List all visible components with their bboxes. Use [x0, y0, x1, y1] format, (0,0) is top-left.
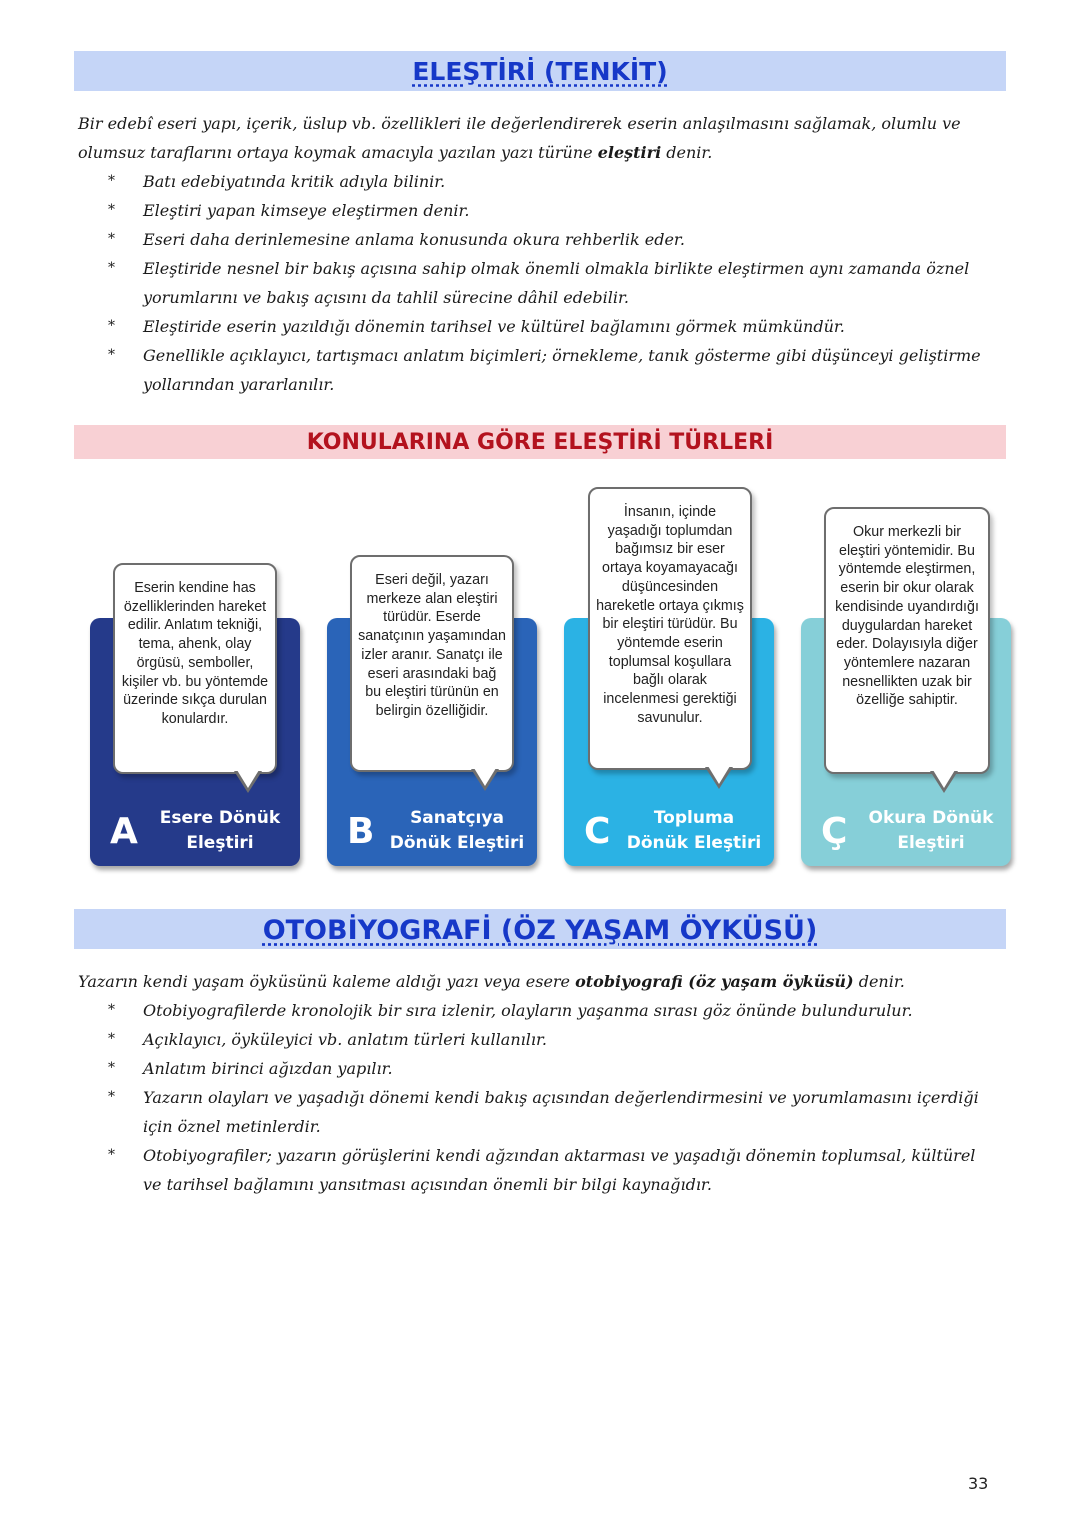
list-item: * Otobiyografilerde kronolojik bir sıra izlenir, olayların yaşanma sırası göz önünde bulundurulur. — [108, 996, 993, 1025]
keyword-elestiri: eleştiri — [597, 143, 662, 162]
bullet-star-icon: * — [108, 318, 115, 334]
section-title-elestiri — [74, 51, 1006, 91]
section-title-text: ELEŞTİRİ (TENKİT) — [412, 57, 668, 86]
otobiyografi-definition: Yazarın kendi yaşam öyküsünü kaleme aldığı yazı veya esere otobiyografi (öz yaşam öyküsü) denir. — [78, 972, 905, 991]
bubble-tail — [930, 771, 958, 793]
card-description-bubble: Eseri değil, yazarı merkeze alan eleştiri türüdür. Eserde sanatçının yaşamından izler aranır. Sanatçı ile eseri arasındaki bağ bu eleştiri türünün en belirgin özelliğidir. — [350, 555, 514, 772]
section-title-text: KONULARINA GÖRE ELEŞTİRİ TÜRLERİ — [306, 430, 774, 455]
card-label: Sanatçıya Dönük Eleştiri — [389, 808, 525, 853]
bubble-tail — [234, 771, 262, 793]
section-title-otobiyografi — [74, 909, 1006, 949]
card-label: Okura Dönük Eleştiri — [868, 808, 994, 853]
card-description-bubble: Eserin kendine has özelliklerinden hareket edilir. Anlatım tekniği, tema, ahenk, olay örgüsü, semboller, kişiler vb. bu yöntemde üzerinde sıkça durulan konulardır. — [113, 563, 277, 774]
bullet-star-icon: * — [108, 347, 115, 363]
bullet-star-icon: * — [108, 1002, 115, 1018]
list-item: * Eleştiride nesnel bir bakış açısına sahip olmak önemli olmakla birlikte eleştirmen aynı zamanda öznel yorumlarını ve bakış açısını da tahlil sürecine dâhil edebilir. — [108, 254, 993, 312]
bullet-star-icon: * — [108, 260, 115, 276]
card-description-bubble: İnsanın, içinde yaşadığı toplumdan bağımsız bir eser ortaya koyamayacağı düşüncesinden hareketle ortaya çıkmış bir eleştiri türüdür. Bu yöntemde eserin toplumsal koşullara bağlı olarak incelenmesi gerektiği savunulur. — [588, 487, 752, 770]
bullet-star-icon: * — [108, 1147, 115, 1163]
card-letter: B — [347, 811, 375, 852]
card-letter: Ç — [821, 811, 848, 852]
list-item: * Batı edebiyatında kritik adıyla bilinir. — [108, 167, 993, 196]
bullet-star-icon: * — [108, 1031, 115, 1047]
elestiri-definition: Bir edebî eseri yapı, içerik, üslup vb. özellikleri ile değerlendirerek eserin anlaşılmasını sağlamak, olumlu ve olumsuz taraflarını ortaya koymak amacıyla yazılan yazı türüne eleştiri denir. — [78, 114, 961, 162]
section-title-elestiri-turleri — [74, 425, 1006, 459]
bullet-star-icon: * — [108, 1089, 115, 1105]
bullet-star-icon: * — [108, 231, 115, 247]
keyword-otobiyografi: otobiyografi (öz yaşam öyküsü) — [575, 972, 854, 991]
list-item: * Eleştiri yapan kimseye eleştirmen denir. — [108, 196, 993, 225]
bubble-tail — [471, 769, 499, 791]
bullet-star-icon: * — [108, 202, 115, 218]
list-item: * Anlatım birinci ağızdan yapılır. — [108, 1054, 993, 1083]
list-item: * Eseri daha derinlemesine anlama konusunda okura rehberlik eder. — [108, 225, 993, 254]
list-item: * Yazarın olayları ve yaşadığı dönemi kendi bakış açısından değerlendirmesini ve yorumlamasını içerdiği için öznel metinlerdir. — [108, 1083, 993, 1141]
bullet-star-icon: * — [108, 173, 115, 189]
elestiri-bullet-list — [108, 167, 993, 399]
list-item: * Eleştiride eserin yazıldığı dönemin tarihsel ve kültürel bağlamını görmek mümkündür. — [108, 312, 993, 341]
card-description-bubble: Okur merkezli bir eleştiri yöntemidir. Bu yöntemde eleştirmen, eserin bir okur olarak kendisinde uyandırdığı duygulardan hareket eder. Dolayısıyla diğer yöntemlere nazaran nesnellikten uzak bir özelliğe sahiptir. — [824, 507, 990, 774]
page-number: 33 — [968, 1474, 989, 1493]
section-title-text: OTOBİYOGRAFİ (ÖZ YAŞAM ÖYKÜSÜ) — [262, 915, 818, 946]
list-item: * Genellikle açıklayıcı, tartışmacı anlatım biçimleri; örnekleme, tanık gösterme gibi düşünceyi geliştirme yollarından yararlanılır. — [108, 341, 993, 399]
card-letter: A — [110, 811, 138, 852]
list-item: * Açıklayıcı, öyküleyici vb. anlatım türleri kullanılır. — [108, 1025, 993, 1054]
card-label: Esere Dönük Eleştiri — [159, 808, 281, 853]
otobiyografi-bullet-list — [108, 996, 993, 1199]
bubble-tail — [705, 767, 733, 789]
bullet-star-icon: * — [108, 1060, 115, 1076]
card-label: Topluma Dönük Eleştiri — [626, 808, 762, 853]
card-letter: C — [584, 811, 611, 852]
list-item: * Otobiyografiler; yazarın görüşlerini kendi ağzından aktarması ve yaşadığı dönemin toplumsal, kültürel ve tarihsel bağlamını yansıtması açısından önemli bir bilgi kaynağıdır. — [108, 1141, 993, 1199]
